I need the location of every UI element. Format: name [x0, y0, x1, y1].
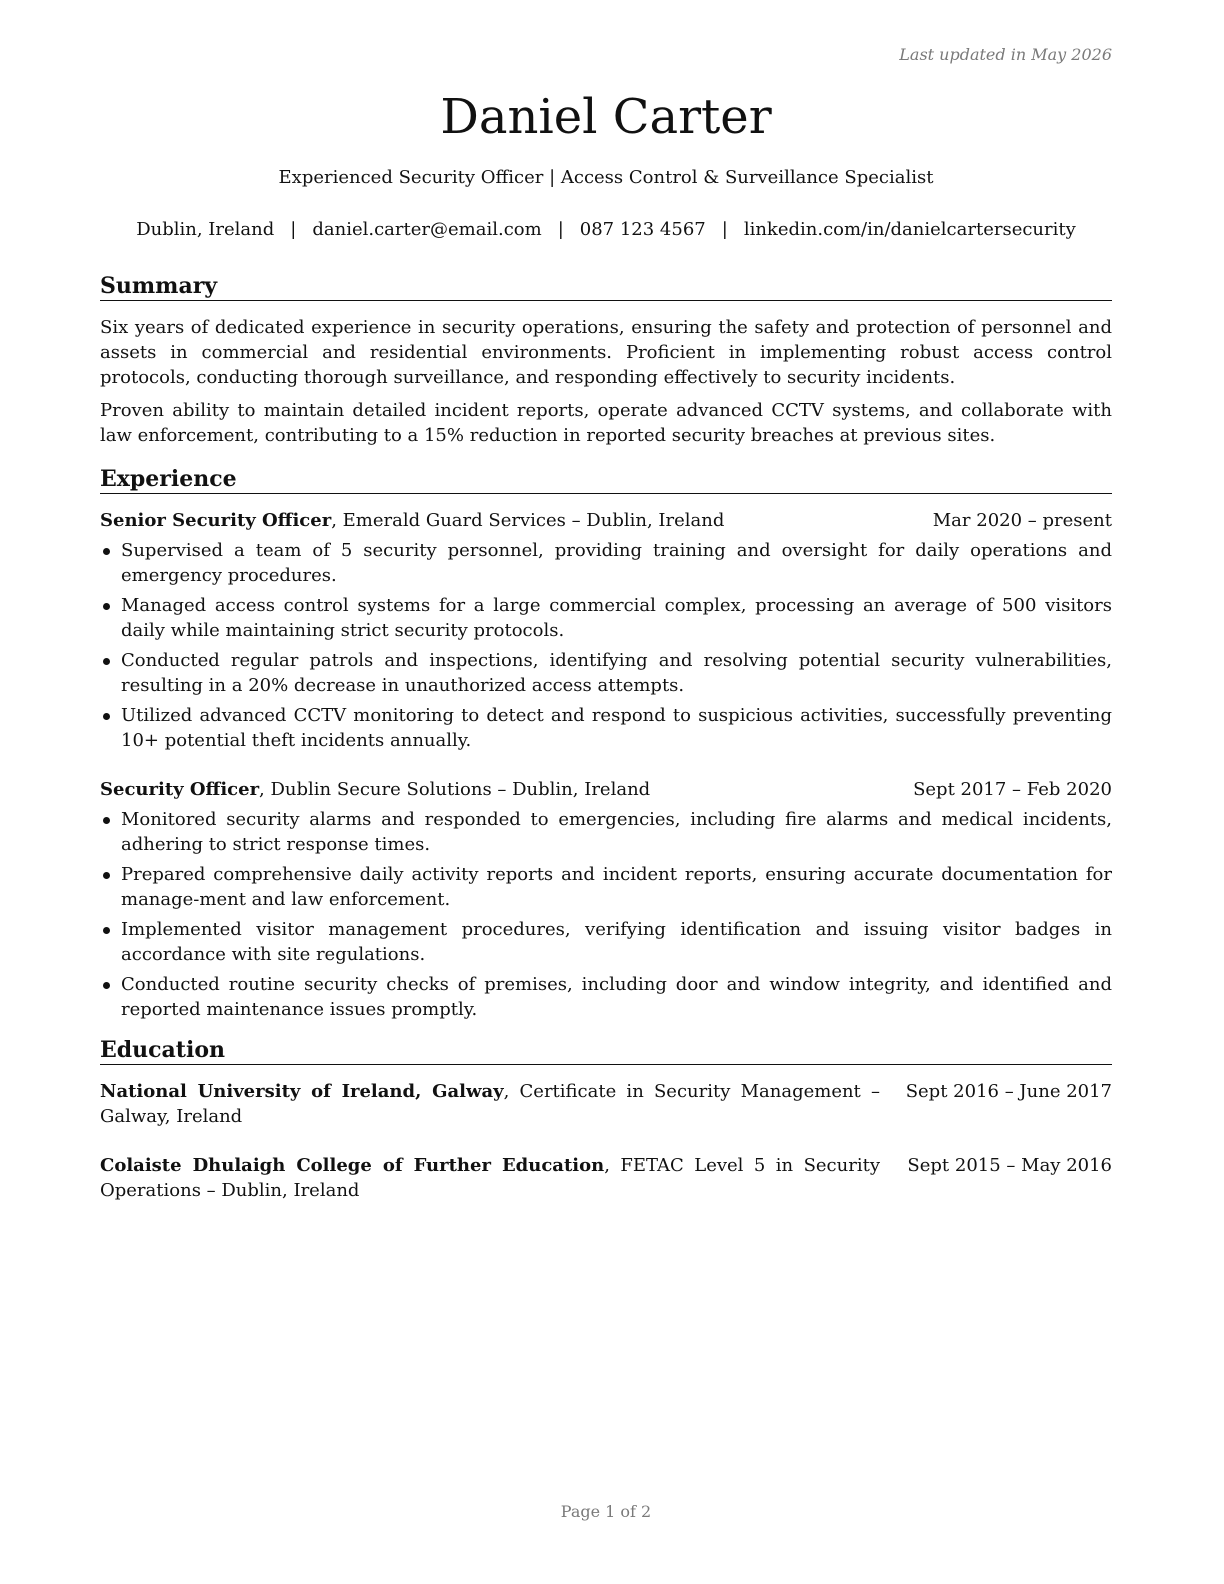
section-title-education: Education	[100, 1036, 1112, 1065]
section-title-summary: Summary	[100, 272, 1112, 301]
education-entry	[100, 1153, 1112, 1203]
job-role: Security Officer	[100, 779, 260, 800]
section-title-experience: Experience	[100, 465, 1112, 494]
bullet-dot-icon	[103, 872, 110, 879]
job-bullet: Implemented visitor management procedures, verifying identification and issuing visitor badges in accordance with site regulations.	[100, 917, 1112, 967]
job-bullet-list	[100, 807, 1112, 1022]
contact-separator: |	[721, 219, 728, 240]
candidate-headline: Experienced Security Officer | Access Control & Surveillance Specialist	[278, 167, 934, 188]
summary-paragraph: Proven ability to maintain detailed incident reports, operate advanced CCTV systems, and collaborate with law enforcement, contributing to a 15% reduction in reported security breaches at previous sites.	[100, 400, 1112, 446]
job-bullet: Conducted routine security checks of premises, including door and window integrity, and identified and reported maintenance issues promptly.	[100, 972, 1112, 1022]
job-company: , Emerald Guard Services – Dublin, Ireland	[331, 510, 725, 531]
contact-separator: |	[557, 219, 564, 240]
bullet-dot-icon	[103, 548, 110, 555]
job-bullet: Utilized advanced CCTV monitoring to detect and respond to suspicious activities, successfully preventing 10+ potential theft incidents annually.	[100, 703, 1112, 753]
job-bullet: Conducted regular patrols and inspections, identifying and resolving potential security vulnerabilities, resulting in a 20% decrease in unauthorized access attempts.	[100, 648, 1112, 698]
education-dates: Sept 2016 – June 2017	[905, 1081, 1112, 1102]
bullet-dot-icon	[103, 817, 110, 824]
bullet-dot-icon	[103, 658, 110, 665]
education-detail: , FETAC Level 5 in Security Operations – Dublin, Ireland	[100, 1155, 880, 1201]
candidate-name: Daniel Carter	[440, 89, 772, 145]
job-header	[100, 777, 1112, 802]
education-entry	[100, 1079, 1112, 1129]
summary-section	[100, 272, 1112, 448]
page-number: Page 1 of 2	[560, 1502, 652, 1521]
bullet-dot-icon	[103, 603, 110, 610]
contact-linkedin[interactable]: linkedin.com/in/danielcartersecurity	[743, 219, 1076, 240]
bullet-dot-icon	[103, 982, 110, 989]
job-bullet: Supervised a team of 5 security personnel, providing training and oversight for daily operations and emergency procedures.	[100, 538, 1112, 588]
bullet-dot-icon	[103, 927, 110, 934]
job-bullet-list	[100, 538, 1112, 753]
contact-phone[interactable]: 087 123 4567	[579, 219, 706, 240]
job-dates: Sept 2017 – Feb 2020	[913, 779, 1112, 800]
job-bullet: Monitored security alarms and responded to emergencies, including fire alarms and medical incidents, adhering to strict response times.	[100, 807, 1112, 857]
contact-separator: |	[290, 219, 297, 240]
education-institution: National University of Ireland, Galway	[100, 1081, 504, 1102]
education-institution: Colaiste Dhulaigh College of Further Education	[100, 1155, 605, 1176]
contact-location: Dublin, Ireland	[136, 219, 275, 240]
job-entry	[100, 777, 1112, 1022]
education-detail: , Certificate in Security Management – Galway, Ireland	[100, 1081, 880, 1127]
contact-email[interactable]: daniel.carter@email.com	[312, 219, 542, 240]
last-updated-note: Last updated in May 2026	[899, 45, 1112, 64]
education-dates: Sept 2015 – May 2016	[907, 1155, 1112, 1176]
resume-page	[100, 0, 1112, 1584]
education-section	[100, 1036, 1112, 1203]
experience-section	[100, 465, 1112, 1022]
job-bullet: Prepared comprehensive daily activity reports and incident reports, ensuring accurate documentation for manage-ment and law enforcement.	[100, 862, 1112, 912]
contact-line	[100, 219, 1112, 240]
job-dates: Mar 2020 – present	[932, 510, 1112, 531]
job-entry	[100, 508, 1112, 753]
job-bullet: Managed access control systems for a large commercial complex, processing an average of 500 visitors daily while maintaining strict security protocols.	[100, 593, 1112, 643]
job-header	[100, 508, 1112, 533]
job-role: Senior Security Officer	[100, 510, 332, 531]
job-company: , Dublin Secure Solutions – Dublin, Ireland	[259, 779, 651, 800]
bullet-dot-icon	[103, 713, 110, 720]
summary-paragraph: Six years of dedicated experience in security operations, ensuring the safety and protection of personnel and assets in commercial and residential environments. Proficient in implementing robust access control protocols, conducting thorough surveillance, and responding effectively to security incidents.	[100, 317, 1112, 388]
